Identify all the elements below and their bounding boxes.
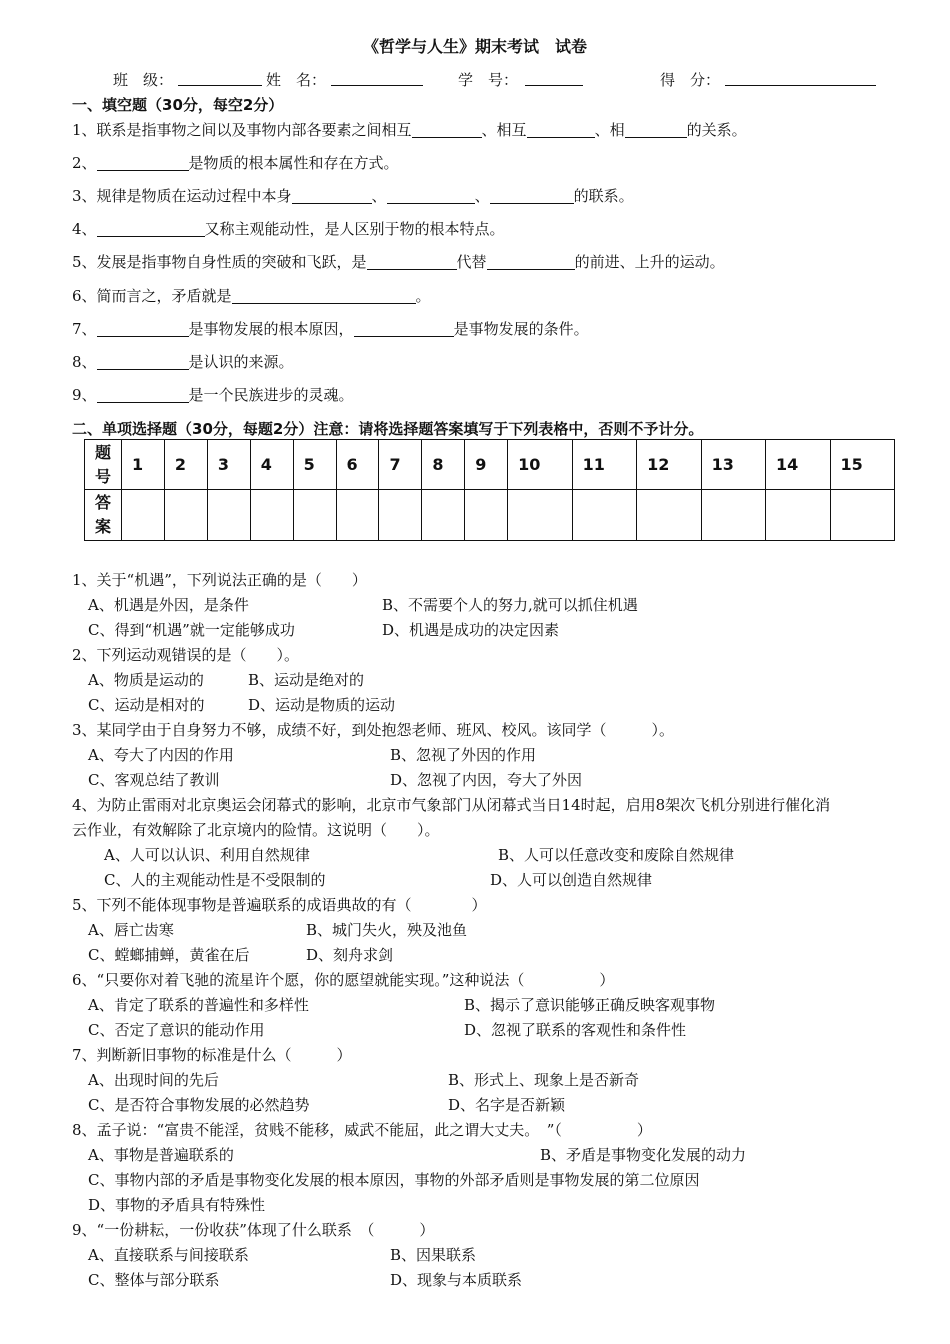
option-b[interactable]: B、矛盾是事物变化发展的动力 <box>540 1146 747 1164</box>
answer-cell[interactable] <box>422 490 465 541</box>
question-number-cell: 1 <box>122 440 165 490</box>
answer-cell[interactable] <box>164 490 207 541</box>
id-field[interactable] <box>525 69 583 87</box>
answer-blank[interactable] <box>412 121 482 138</box>
question-number-cell: 12 <box>637 440 701 490</box>
question-number-cell: 7 <box>379 440 422 490</box>
question-number-cell: 10 <box>508 440 572 490</box>
option-a[interactable]: A、唇亡齿寒 <box>88 921 174 939</box>
answer-blank[interactable] <box>97 220 205 237</box>
option-d[interactable]: D、名字是否新颖 <box>448 1096 566 1114</box>
option-c[interactable]: C、运动是相对的 <box>88 696 205 714</box>
answer-blank[interactable] <box>292 187 372 204</box>
option-b[interactable]: B、不需要个人的努力,就可以抓住机遇 <box>382 596 638 614</box>
answer-cell[interactable] <box>572 490 636 541</box>
answer-cell[interactable] <box>637 490 701 541</box>
question-number-cell: 8 <box>422 440 465 490</box>
id-label: 学 号： <box>458 71 519 89</box>
answer-cell[interactable] <box>207 490 250 541</box>
answer-cell[interactable] <box>379 490 422 541</box>
answer-header: 答 案 <box>85 490 122 541</box>
option-b[interactable]: B、形式上、现象上是否新奇 <box>448 1071 640 1089</box>
score-field[interactable] <box>725 69 876 87</box>
section2-heading: 二、单项选择题（30分，每题2分）注意：请将选择题答案填写于下列表格中，否则不予计分。 <box>72 420 704 438</box>
choice-question-6: 6、“只要你对着飞驰的流星许个愿，你的愿望就能实现。”这种说法（ ） <box>72 971 615 989</box>
option-d[interactable]: D、人可以创造自然规律 <box>490 871 653 889</box>
option-d[interactable]: D、忽视了联系的客观性和条件性 <box>464 1021 687 1039</box>
answer-blank[interactable] <box>354 320 454 337</box>
question-number-cell: 2 <box>164 440 207 490</box>
option-d[interactable]: D、事物的矛盾具有特殊性 <box>88 1196 266 1214</box>
question-number-cell: 15 <box>830 440 895 490</box>
question-number-header: 题 号 <box>85 440 122 490</box>
answer-table-header-row <box>85 440 895 490</box>
section1-heading: 一、填空题（30分，每空2分） <box>72 96 284 114</box>
question-number-cell: 9 <box>465 440 508 490</box>
option-b[interactable]: B、因果联系 <box>390 1246 477 1264</box>
option-b[interactable]: B、忽视了外因的作用 <box>390 746 537 764</box>
option-a[interactable]: A、出现时间的先后 <box>88 1071 219 1089</box>
option-c[interactable]: C、是否符合事物发展的必然趋势 <box>88 1096 310 1114</box>
answer-cell[interactable] <box>122 490 165 541</box>
answer-cell[interactable] <box>508 490 572 541</box>
choice-question-4-cont: 云作业，有效解除了北京境内的险情。这说明（ ）。 <box>72 821 440 839</box>
fill-question-4: 4、 又称主观能动性，是人区别于物的根本特点。 <box>72 220 505 238</box>
answer-table <box>84 439 895 541</box>
question-number-cell: 14 <box>766 440 830 490</box>
answer-cell[interactable] <box>465 490 508 541</box>
answer-cell[interactable] <box>250 490 293 541</box>
student-info-row <box>0 69 950 91</box>
answer-blank[interactable] <box>490 187 574 204</box>
option-b[interactable]: B、城门失火，殃及池鱼 <box>306 921 468 939</box>
answer-blank[interactable] <box>97 386 189 403</box>
answer-blank[interactable] <box>527 121 595 138</box>
option-a[interactable]: A、人可以认识、利用自然规律 <box>104 846 310 864</box>
option-d[interactable]: D、现象与本质联系 <box>390 1271 523 1289</box>
option-c[interactable]: C、人的主观能动性是不受限制的 <box>104 871 326 889</box>
choice-question-9: 9、“一份耕耘，一份收获”体现了什么联系 （ ） <box>72 1221 435 1239</box>
class-label: 班 级： <box>113 71 174 89</box>
fill-question-9: 9、 是一个民族进步的灵魂。 <box>72 386 354 404</box>
answer-table-answer-row <box>85 490 895 541</box>
option-d[interactable]: D、机遇是成功的决定因素 <box>382 621 560 639</box>
option-b[interactable]: B、运动是绝对的 <box>248 671 365 689</box>
option-c[interactable]: C、否定了意识的能动作用 <box>88 1021 265 1039</box>
answer-cell[interactable] <box>336 490 379 541</box>
question-number-cell: 6 <box>336 440 379 490</box>
answer-blank[interactable] <box>625 121 687 138</box>
question-number-cell: 3 <box>207 440 250 490</box>
choice-question-7: 7、判断新旧事物的标准是什么（ ） <box>72 1046 352 1064</box>
answer-blank[interactable] <box>232 287 416 304</box>
answer-blank[interactable] <box>487 253 575 270</box>
option-a[interactable]: A、直接联系与间接联系 <box>88 1246 249 1264</box>
class-field[interactable] <box>178 69 262 87</box>
fill-question-2: 2、 是物质的根本属性和存在方式。 <box>72 154 399 172</box>
answer-blank[interactable] <box>367 253 457 270</box>
answer-cell[interactable] <box>766 490 830 541</box>
name-label: 姓 名： <box>266 71 327 89</box>
option-a[interactable]: A、事物是普遍联系的 <box>88 1146 234 1164</box>
option-b[interactable]: B、人可以任意改变和废除自然规律 <box>498 846 735 864</box>
answer-blank[interactable] <box>387 187 475 204</box>
option-c[interactable]: C、事物内部的矛盾是事物变化发展的根本原因，事物的外部矛盾则是事物发展的第二位原因 <box>88 1171 700 1189</box>
answer-cell[interactable] <box>293 490 336 541</box>
choice-question-4: 4、为防止雷雨对北京奥运会闭幕式的影响，北京市气象部门从闭幕式当日14时起，启用8架次飞机分别进行催化消 <box>72 796 831 814</box>
exam-title: 《哲学与人生》期末考试 试卷 <box>362 37 587 56</box>
choice-question-5: 5、下列不能体现事物是普遍联系的成语典故的有（ ） <box>72 896 487 914</box>
option-a[interactable]: A、肯定了联系的普遍性和多样性 <box>88 996 309 1014</box>
option-a[interactable]: A、物质是运动的 <box>88 671 204 689</box>
answer-blank[interactable] <box>97 154 189 171</box>
option-b[interactable]: B、揭示了意识能够正确反映客观事物 <box>464 996 716 1014</box>
choice-question-3: 3、某同学由于自身努力不够，成绩不好，到处抱怨老师、班风、校风。该同学（ ）。 <box>72 721 675 739</box>
fill-question-3: 3、规律是物质在运动过程中本身 、 、 的联系。 <box>72 187 634 205</box>
score-label: 得 分： <box>660 71 721 89</box>
answer-blank[interactable] <box>97 320 189 337</box>
name-field[interactable] <box>331 69 423 87</box>
option-a[interactable]: A、夸大了内因的作用 <box>88 746 234 764</box>
option-d[interactable]: D、刻舟求剑 <box>306 946 394 964</box>
choice-question-2: 2、下列运动观错误的是（ ）。 <box>72 646 300 664</box>
question-number-cell: 4 <box>250 440 293 490</box>
option-c[interactable]: C、客观总结了教训 <box>88 771 220 789</box>
option-a[interactable]: A、机遇是外因，是条件 <box>88 596 249 614</box>
option-c[interactable]: C、整体与部分联系 <box>88 1271 220 1289</box>
fill-question-8: 8、 是认识的来源。 <box>72 353 294 371</box>
choice-question-8: 8、孟子说：“富贵不能淫，贫贱不能移，威武不能屈，此之谓大丈夫。 ”（ ） <box>72 1121 652 1139</box>
option-d[interactable]: D、运动是物质的运动 <box>248 696 396 714</box>
question-number-cell: 13 <box>701 440 765 490</box>
fill-question-6: 6、简而言之，矛盾就是 。 <box>72 287 431 305</box>
question-number-cell: 5 <box>293 440 336 490</box>
option-c[interactable]: C、得到“机遇”就一定能够成功 <box>88 621 295 639</box>
option-d[interactable]: D、忽视了内因，夸大了外因 <box>390 771 583 789</box>
fill-question-5: 5、发展是指事物自身性质的突破和飞跃，是 代替 的前进、上升的运动。 <box>72 253 725 271</box>
option-c[interactable]: C、螳螂捕蝉，黄雀在后 <box>88 946 250 964</box>
answer-blank[interactable] <box>97 353 189 370</box>
answer-cell[interactable] <box>830 490 895 541</box>
choice-question-1: 1、关于“机遇”，下列说法正确的是（ ） <box>72 571 367 589</box>
answer-cell[interactable] <box>701 490 765 541</box>
fill-question-1: 1、联系是指事物之间以及事物内部各要素之间相互 、相互 、相 的关系。 <box>72 121 747 139</box>
question-number-cell: 11 <box>572 440 636 490</box>
fill-question-7: 7、 是事物发展的根本原因， 是事物发展的条件。 <box>72 320 589 338</box>
